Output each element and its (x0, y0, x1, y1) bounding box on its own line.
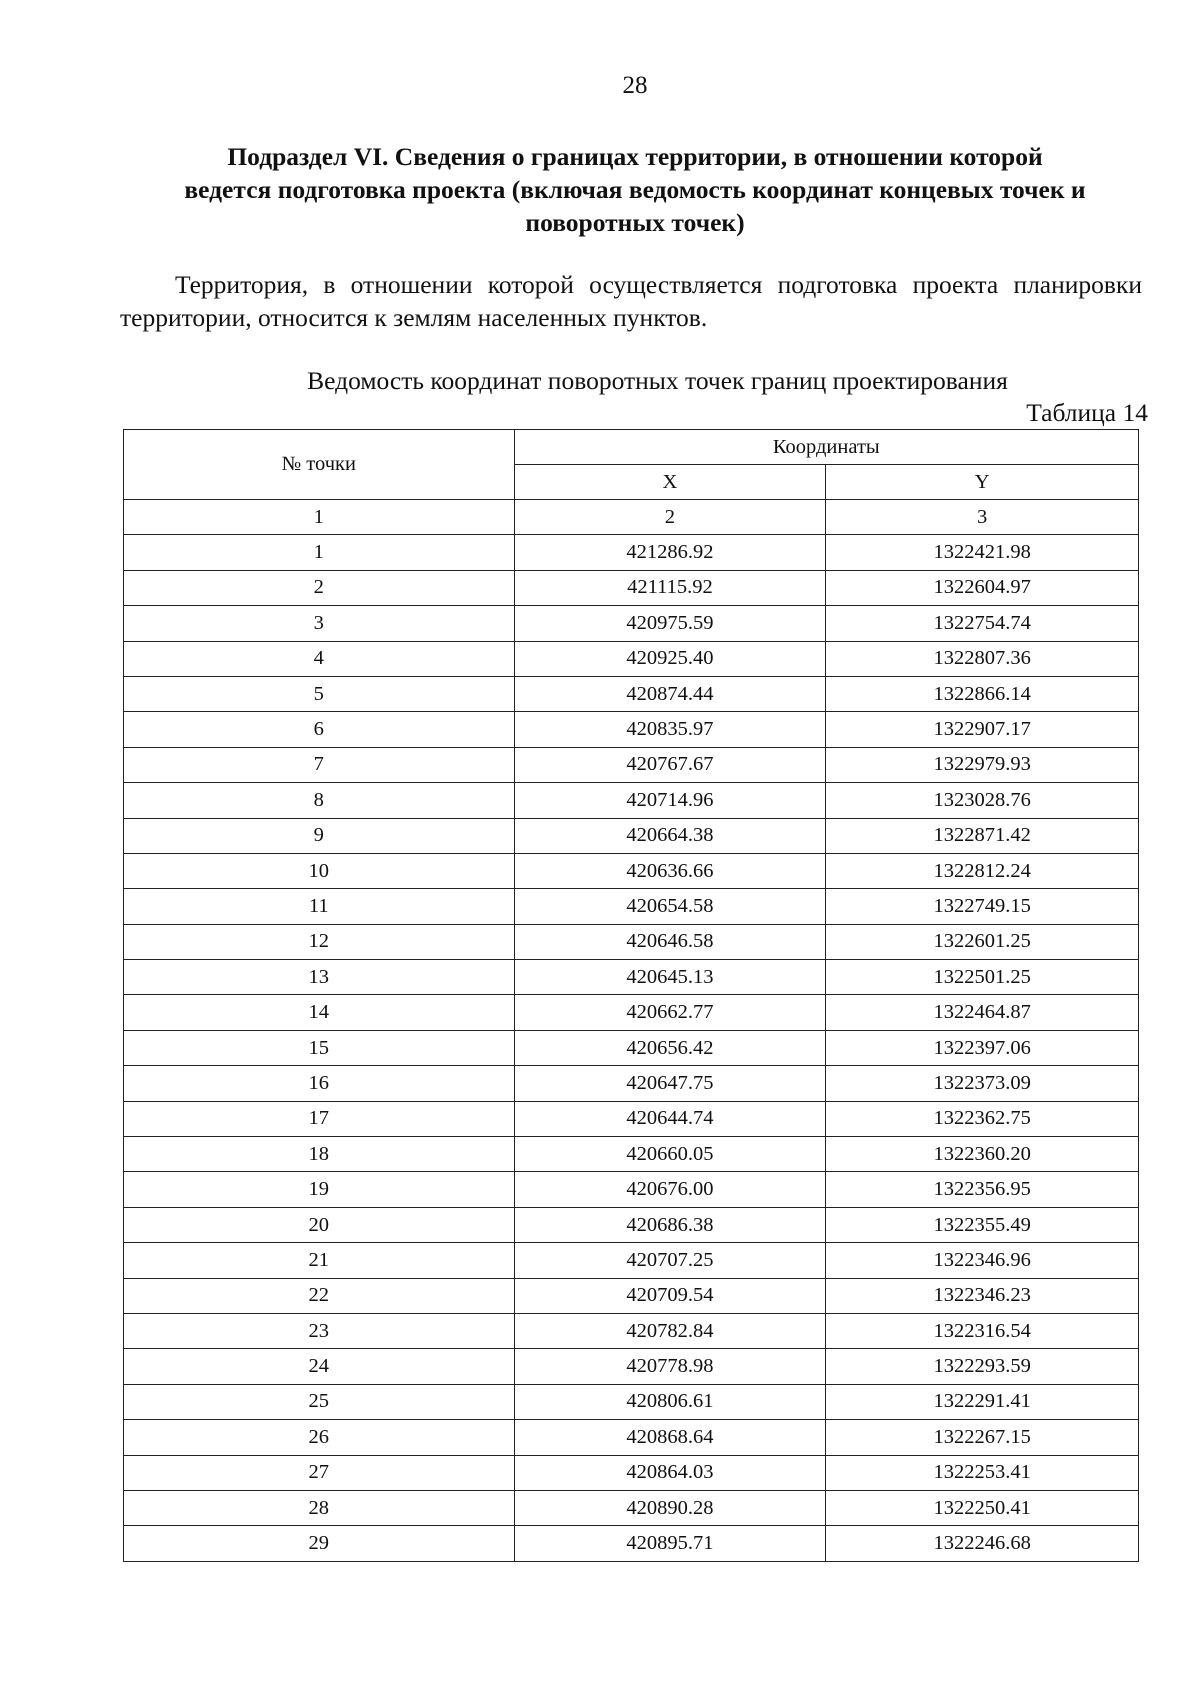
table-row (124, 1101, 1139, 1136)
y-coordinate-cell: 1322866.14 (826, 676, 1139, 711)
point-number-cell: 7 (124, 747, 515, 782)
table-row (124, 1526, 1139, 1561)
point-number-cell: 1 (124, 535, 515, 570)
point-number-cell: 8 (124, 783, 515, 818)
header-point-number: № точки (124, 430, 515, 500)
x-coordinate-cell: 420709.54 (514, 1278, 826, 1313)
point-number-cell: 28 (124, 1490, 515, 1525)
x-coordinate-cell: 420782.84 (514, 1313, 826, 1348)
column-number: 1 (124, 500, 515, 535)
table-row (124, 676, 1139, 711)
y-coordinate-cell: 1322362.75 (826, 1101, 1139, 1136)
header-coordinates: Координаты (514, 430, 1138, 465)
table-row (124, 1313, 1139, 1348)
point-number-cell: 24 (124, 1349, 515, 1384)
point-number-cell: 9 (124, 818, 515, 853)
y-coordinate-cell: 1322250.41 (826, 1490, 1139, 1525)
point-number-cell: 15 (124, 1030, 515, 1065)
x-coordinate-cell: 420656.42 (514, 1030, 826, 1065)
point-number-cell: 21 (124, 1243, 515, 1278)
table-row (124, 1066, 1139, 1101)
x-coordinate-cell: 420835.97 (514, 712, 826, 747)
y-coordinate-cell: 1322807.36 (826, 641, 1139, 676)
point-number-cell: 3 (124, 606, 515, 641)
y-coordinate-cell: 1323028.76 (826, 783, 1139, 818)
point-number-cell: 26 (124, 1420, 515, 1455)
y-coordinate-cell: 1322291.41 (826, 1384, 1139, 1419)
section-title-line: поворотных точек) (525, 208, 745, 237)
table-row (124, 995, 1139, 1030)
table-caption: Ведомость координат поворотных точек границ проектирования (307, 366, 1008, 395)
table-row (124, 1030, 1139, 1065)
coordinates-table (123, 429, 1139, 1562)
intro-paragraph: Территория, в отношении которой осуществляется подготовка проекта планировки территории, относится к землям населенных пунктов. (120, 270, 1142, 332)
table-row (124, 1172, 1139, 1207)
x-coordinate-cell: 420636.66 (514, 853, 826, 888)
table-row (124, 924, 1139, 959)
y-coordinate-cell: 1322246.68 (826, 1526, 1139, 1561)
point-number-cell: 12 (124, 924, 515, 959)
table-header-row (124, 430, 1139, 465)
header-x: X (514, 465, 826, 500)
point-number-cell: 22 (124, 1278, 515, 1313)
table-row (124, 1243, 1139, 1278)
y-coordinate-cell: 1322356.95 (826, 1172, 1139, 1207)
point-number-cell: 14 (124, 995, 515, 1030)
point-number-cell: 10 (124, 853, 515, 888)
x-coordinate-cell: 420806.61 (514, 1384, 826, 1419)
column-number-row (124, 500, 1139, 535)
table-row (124, 747, 1139, 782)
y-coordinate-cell: 1322754.74 (826, 606, 1139, 641)
point-number-cell: 18 (124, 1137, 515, 1172)
x-coordinate-cell: 420890.28 (514, 1490, 826, 1525)
point-number-cell: 20 (124, 1207, 515, 1242)
x-coordinate-cell: 420686.38 (514, 1207, 826, 1242)
x-coordinate-cell: 421286.92 (514, 535, 826, 570)
table-row (124, 570, 1139, 605)
table-row (124, 1207, 1139, 1242)
x-coordinate-cell: 420714.96 (514, 783, 826, 818)
x-coordinate-cell: 420644.74 (514, 1101, 826, 1136)
x-coordinate-cell: 420874.44 (514, 676, 826, 711)
section-title-line: ведется подготовка проекта (включая ведомость координат концевых точек и (184, 175, 1086, 204)
x-coordinate-cell: 420767.67 (514, 747, 826, 782)
y-coordinate-cell: 1322293.59 (826, 1349, 1139, 1384)
x-coordinate-cell: 420778.98 (514, 1349, 826, 1384)
table-row (124, 1420, 1139, 1455)
point-number-cell: 4 (124, 641, 515, 676)
table-row (124, 889, 1139, 924)
x-coordinate-cell: 420975.59 (514, 606, 826, 641)
table-row (124, 960, 1139, 995)
table-row (124, 712, 1139, 747)
y-coordinate-cell: 1322373.09 (826, 1066, 1139, 1101)
y-coordinate-cell: 1322267.15 (826, 1420, 1139, 1455)
y-coordinate-cell: 1322355.49 (826, 1207, 1139, 1242)
table-row (124, 1137, 1139, 1172)
table-row (124, 1490, 1139, 1525)
point-number-cell: 29 (124, 1526, 515, 1561)
table-row (124, 1455, 1139, 1490)
x-coordinate-cell: 420895.71 (514, 1526, 826, 1561)
y-coordinate-cell: 1322346.96 (826, 1243, 1139, 1278)
y-coordinate-cell: 1322749.15 (826, 889, 1139, 924)
table-number: Таблица 14 (1026, 398, 1148, 427)
header-y: Y (826, 465, 1139, 500)
x-coordinate-cell: 420664.38 (514, 818, 826, 853)
y-coordinate-cell: 1322360.20 (826, 1137, 1139, 1172)
x-coordinate-cell: 421115.92 (514, 570, 826, 605)
x-coordinate-cell: 420646.58 (514, 924, 826, 959)
table-row (124, 783, 1139, 818)
section-title-line: Подраздел VI. Сведения о границах территории, в отношении которой (227, 142, 1043, 171)
point-number-cell: 13 (124, 960, 515, 995)
y-coordinate-cell: 1322421.98 (826, 535, 1139, 570)
y-coordinate-cell: 1322812.24 (826, 853, 1139, 888)
x-coordinate-cell: 420925.40 (514, 641, 826, 676)
table-row (124, 1349, 1139, 1384)
table-row (124, 853, 1139, 888)
y-coordinate-cell: 1322907.17 (826, 712, 1139, 747)
y-coordinate-cell: 1322979.93 (826, 747, 1139, 782)
y-coordinate-cell: 1322253.41 (826, 1455, 1139, 1490)
y-coordinate-cell: 1322604.97 (826, 570, 1139, 605)
y-coordinate-cell: 1322871.42 (826, 818, 1139, 853)
table-row (124, 641, 1139, 676)
page-number: 28 (622, 72, 648, 99)
y-coordinate-cell: 1322316.54 (826, 1313, 1139, 1348)
table-row (124, 606, 1139, 641)
point-number-cell: 27 (124, 1455, 515, 1490)
x-coordinate-cell: 420654.58 (514, 889, 826, 924)
point-number-cell: 2 (124, 570, 515, 605)
y-coordinate-cell: 1322346.23 (826, 1278, 1139, 1313)
x-coordinate-cell: 420707.25 (514, 1243, 826, 1278)
point-number-cell: 16 (124, 1066, 515, 1101)
table-row (124, 1278, 1139, 1313)
column-number: 3 (826, 500, 1139, 535)
x-coordinate-cell: 420647.75 (514, 1066, 826, 1101)
point-number-cell: 5 (124, 676, 515, 711)
column-number: 2 (514, 500, 826, 535)
table-row (124, 535, 1139, 570)
section-title (125, 140, 1145, 239)
table-row (124, 818, 1139, 853)
x-coordinate-cell: 420645.13 (514, 960, 826, 995)
table-row (124, 1384, 1139, 1419)
point-number-cell: 19 (124, 1172, 515, 1207)
x-coordinate-cell: 420676.00 (514, 1172, 826, 1207)
y-coordinate-cell: 1322464.87 (826, 995, 1139, 1030)
point-number-cell: 6 (124, 712, 515, 747)
point-number-cell: 23 (124, 1313, 515, 1348)
y-coordinate-cell: 1322397.06 (826, 1030, 1139, 1065)
x-coordinate-cell: 420868.64 (514, 1420, 826, 1455)
x-coordinate-cell: 420662.77 (514, 995, 826, 1030)
x-coordinate-cell: 420864.03 (514, 1455, 826, 1490)
point-number-cell: 25 (124, 1384, 515, 1419)
y-coordinate-cell: 1322601.25 (826, 924, 1139, 959)
x-coordinate-cell: 420660.05 (514, 1137, 826, 1172)
point-number-cell: 17 (124, 1101, 515, 1136)
y-coordinate-cell: 1322501.25 (826, 960, 1139, 995)
point-number-cell: 11 (124, 889, 515, 924)
